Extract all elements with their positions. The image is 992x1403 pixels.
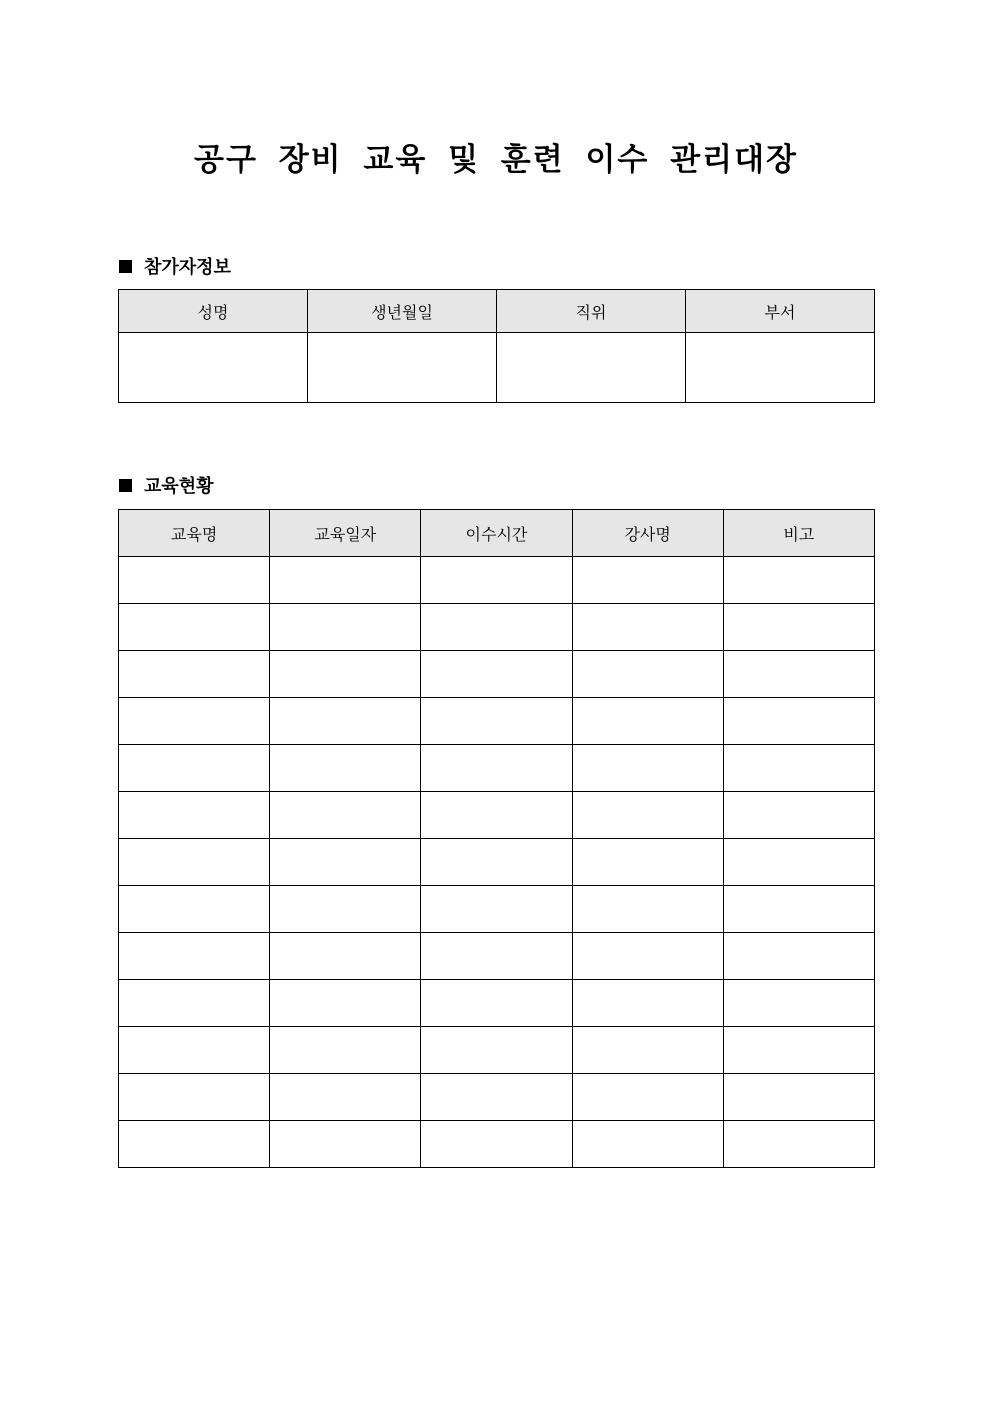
completed-hours-cell[interactable] [421, 1074, 572, 1121]
education-section-label: 교육현황 [144, 476, 214, 497]
course-date-cell[interactable] [270, 698, 421, 745]
course-name-cell[interactable] [119, 604, 270, 651]
course-name-cell[interactable] [119, 651, 270, 698]
course-date-cell[interactable] [270, 1121, 421, 1168]
education-row [119, 604, 875, 651]
participant-header-row [119, 290, 875, 333]
course-name-cell[interactable] [119, 839, 270, 886]
course-name-cell[interactable] [119, 745, 270, 792]
education-row [119, 839, 875, 886]
participant-section-label: 참가자정보 [144, 257, 231, 278]
education-row [119, 933, 875, 980]
education-row [119, 886, 875, 933]
participant-section-heading [119, 253, 231, 279]
remarks-cell[interactable] [723, 1121, 874, 1168]
course-date-cell[interactable] [270, 839, 421, 886]
completed-hours-cell[interactable] [421, 651, 572, 698]
course-date-cell[interactable] [270, 1027, 421, 1074]
completed-hours-cell[interactable] [421, 604, 572, 651]
remarks-cell[interactable] [723, 651, 874, 698]
participant-name-cell[interactable] [119, 333, 308, 403]
square-bullet-icon [119, 260, 132, 273]
instructor-cell[interactable] [572, 886, 723, 933]
education-status-table [118, 509, 875, 1168]
instructor-cell[interactable] [572, 698, 723, 745]
remarks-cell[interactable] [723, 1027, 874, 1074]
completed-hours-cell[interactable] [421, 745, 572, 792]
instructor-cell[interactable] [572, 839, 723, 886]
column-header-completed-hours: 이수시간 [421, 510, 572, 557]
education-row [119, 1121, 875, 1168]
education-row [119, 698, 875, 745]
completed-hours-cell[interactable] [421, 886, 572, 933]
column-header-name: 성명 [119, 290, 308, 333]
course-date-cell[interactable] [270, 557, 421, 604]
remarks-cell[interactable] [723, 839, 874, 886]
completed-hours-cell[interactable] [421, 839, 572, 886]
education-row [119, 651, 875, 698]
remarks-cell[interactable] [723, 980, 874, 1027]
participant-info-table [118, 289, 875, 403]
education-row [119, 557, 875, 604]
remarks-cell[interactable] [723, 886, 874, 933]
instructor-cell[interactable] [572, 792, 723, 839]
education-header-row [119, 510, 875, 557]
instructor-cell[interactable] [572, 1074, 723, 1121]
course-date-cell[interactable] [270, 792, 421, 839]
instructor-cell[interactable] [572, 1027, 723, 1074]
course-name-cell[interactable] [119, 980, 270, 1027]
course-name-cell[interactable] [119, 1074, 270, 1121]
column-header-position: 직위 [497, 290, 686, 333]
completed-hours-cell[interactable] [421, 698, 572, 745]
course-date-cell[interactable] [270, 933, 421, 980]
participant-position-cell[interactable] [497, 333, 686, 403]
column-header-department: 부서 [686, 290, 875, 333]
course-name-cell[interactable] [119, 698, 270, 745]
education-section-heading [119, 472, 214, 498]
course-date-cell[interactable] [270, 745, 421, 792]
remarks-cell[interactable] [723, 792, 874, 839]
column-header-birthdate: 생년월일 [308, 290, 497, 333]
participant-department-cell[interactable] [686, 333, 875, 403]
completed-hours-cell[interactable] [421, 792, 572, 839]
column-header-remarks: 비고 [723, 510, 874, 557]
course-date-cell[interactable] [270, 651, 421, 698]
instructor-cell[interactable] [572, 980, 723, 1027]
document-title: 공구 장비 교육 및 훈련 이수 관리대장 [194, 142, 798, 178]
participant-row [119, 333, 875, 403]
course-name-cell[interactable] [119, 933, 270, 980]
remarks-cell[interactable] [723, 933, 874, 980]
course-name-cell[interactable] [119, 886, 270, 933]
column-header-course-name: 교육명 [119, 510, 270, 557]
instructor-cell[interactable] [572, 1121, 723, 1168]
remarks-cell[interactable] [723, 604, 874, 651]
column-header-course-date: 교육일자 [270, 510, 421, 557]
education-row [119, 1027, 875, 1074]
completed-hours-cell[interactable] [421, 933, 572, 980]
instructor-cell[interactable] [572, 933, 723, 980]
remarks-cell[interactable] [723, 557, 874, 604]
instructor-cell[interactable] [572, 651, 723, 698]
instructor-cell[interactable] [572, 604, 723, 651]
participant-birthdate-cell[interactable] [308, 333, 497, 403]
education-row [119, 980, 875, 1027]
course-name-cell[interactable] [119, 1121, 270, 1168]
completed-hours-cell[interactable] [421, 1121, 572, 1168]
remarks-cell[interactable] [723, 698, 874, 745]
course-name-cell[interactable] [119, 557, 270, 604]
column-header-instructor: 강사명 [572, 510, 723, 557]
course-date-cell[interactable] [270, 604, 421, 651]
course-date-cell[interactable] [270, 886, 421, 933]
completed-hours-cell[interactable] [421, 1027, 572, 1074]
education-row [119, 1074, 875, 1121]
completed-hours-cell[interactable] [421, 557, 572, 604]
course-name-cell[interactable] [119, 792, 270, 839]
square-bullet-icon [119, 479, 132, 492]
course-date-cell[interactable] [270, 1074, 421, 1121]
course-date-cell[interactable] [270, 980, 421, 1027]
education-row [119, 745, 875, 792]
education-row [119, 792, 875, 839]
remarks-cell[interactable] [723, 1074, 874, 1121]
completed-hours-cell[interactable] [421, 980, 572, 1027]
instructor-cell[interactable] [572, 557, 723, 604]
course-name-cell[interactable] [119, 1027, 270, 1074]
instructor-cell[interactable] [572, 745, 723, 792]
remarks-cell[interactable] [723, 745, 874, 792]
